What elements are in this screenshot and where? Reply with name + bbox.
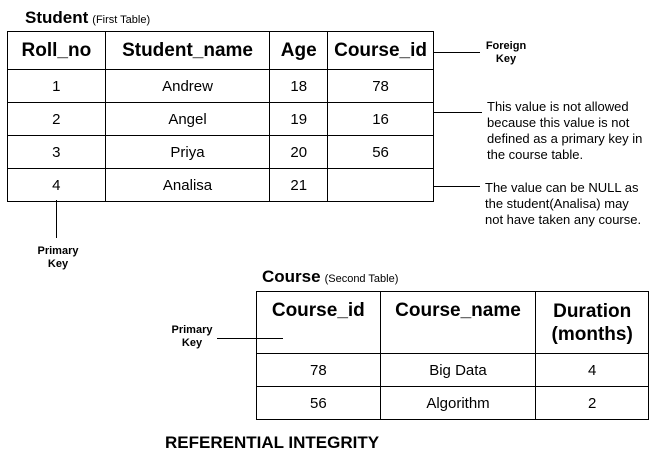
student-header-cell: Roll_no (8, 32, 106, 70)
table-cell: 56 (328, 136, 434, 169)
foreign-key-connector (434, 52, 480, 53)
table-cell: 2 (536, 387, 649, 420)
table-cell: 19 (270, 103, 328, 136)
course-primary-key-connector (217, 338, 283, 339)
student-header-row (8, 32, 434, 70)
course-header-cell: Course_name (380, 292, 536, 354)
table-cell: 4 (536, 354, 649, 387)
table-row (257, 354, 649, 387)
course-header-cell: Duration (months) (536, 292, 649, 354)
table-cell: 78 (257, 354, 381, 387)
table-cell: 4 (8, 169, 106, 202)
not-allowed-connector (434, 112, 482, 113)
table-cell: Angel (105, 103, 270, 136)
table-row (8, 169, 434, 202)
table-cell: 21 (270, 169, 328, 202)
null-allowed-note: The value can be NULL as the student(Analisa) may not have taken any course. (485, 180, 642, 227)
student-header-cell: Age (270, 32, 328, 70)
foreign-key-label: Foreign Key (485, 40, 527, 65)
table-cell: 1 (8, 70, 106, 103)
table-cell: Algorithm (380, 387, 536, 420)
table-cell: 56 (257, 387, 381, 420)
student-table-title (25, 8, 150, 28)
primary-key-connector (56, 200, 57, 238)
student-header-cell: Student_name (105, 32, 270, 70)
table-cell: Priya (105, 136, 270, 169)
table-cell (328, 169, 434, 202)
not-allowed-note: This value is not allowed because this value is not defined as a primary key in the course table. (487, 99, 643, 162)
course-table (256, 291, 649, 420)
table-row (8, 103, 434, 136)
table-row (8, 70, 434, 103)
table-cell: 16 (328, 103, 434, 136)
table-cell: Big Data (380, 354, 536, 387)
diagram-footer-title: REFERENTIAL INTEGRITY (165, 433, 380, 452)
table-cell: 78 (328, 70, 434, 103)
student-header-cell: Course_id (328, 32, 434, 70)
table-row (257, 387, 649, 420)
table-cell: 20 (270, 136, 328, 169)
student-table (7, 31, 434, 202)
course-subtitle: (Second Table) (324, 273, 399, 285)
primary-key-label: Primary Key (37, 245, 79, 270)
student-subtitle: (First Table) (92, 14, 151, 26)
table-cell: 18 (270, 70, 328, 103)
table-row (8, 136, 434, 169)
table-cell: 2 (8, 103, 106, 136)
course-title-text: Course (262, 267, 321, 286)
table-cell: 3 (8, 136, 106, 169)
table-cell: Analisa (105, 169, 270, 202)
course-header-cell: Course_id (257, 292, 381, 354)
course-primary-key-label: Primary Key (171, 324, 213, 349)
course-table-title (262, 267, 398, 287)
student-title-text: Student (25, 8, 89, 27)
course-header-row (257, 292, 649, 354)
table-cell: Andrew (105, 70, 270, 103)
null-allowed-connector (434, 186, 480, 187)
